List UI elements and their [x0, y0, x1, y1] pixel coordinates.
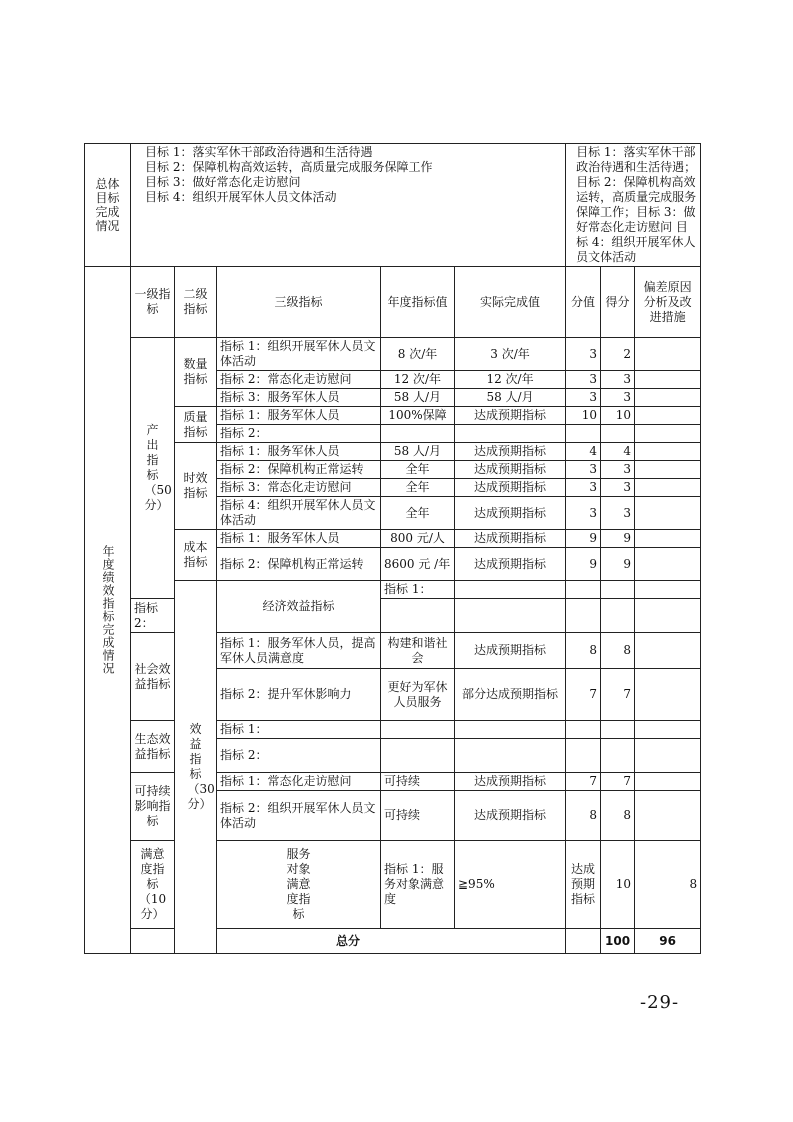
header-actual: 实际完成值	[455, 267, 566, 338]
economic-label: 经济效益指标	[217, 581, 381, 633]
c2-actual: 达成预期指标	[455, 548, 566, 581]
t3-score: 3	[566, 479, 601, 497]
c2-target: 8600 元 /年	[381, 548, 455, 581]
performance-table	[84, 143, 701, 954]
s2-actual: 部分达成预期指标	[455, 669, 566, 721]
total-label: 总分	[131, 929, 566, 954]
su2-deviation	[635, 791, 701, 841]
t1-actual: 达成预期指标	[455, 443, 566, 461]
page-number: -29-	[640, 992, 680, 1013]
t3-target: 全年	[381, 479, 455, 497]
s1-name: 指标 1：服务军休人员，提高军休人员满意度	[217, 633, 381, 669]
q1-got: 2	[601, 338, 635, 371]
q1-score: 3	[566, 338, 601, 371]
total-got: 96	[635, 929, 701, 954]
su2-got: 8	[601, 791, 635, 841]
su1-target: 可持续	[381, 773, 455, 791]
sa1-target: ≧95%	[455, 841, 566, 929]
t4-got: 3	[601, 497, 635, 530]
q2-target: 12 次/年	[381, 371, 455, 389]
s2-deviation	[635, 669, 701, 721]
su2-score: 8	[566, 791, 601, 841]
ql1-deviation	[635, 407, 701, 425]
ql1-name: 指标 1：服务军休人员	[217, 407, 381, 425]
overall-label: 总体目标完成情况	[85, 144, 131, 267]
ql2-name: 指标 2：	[217, 425, 381, 443]
c2-deviation	[635, 548, 701, 581]
sa1-got: 8	[635, 841, 701, 929]
header-level3: 三级指标	[217, 267, 381, 338]
c1-target: 800 元/人	[381, 530, 455, 548]
su1-name: 指标 1：常态化走访慰问	[217, 773, 381, 791]
t3-name: 指标 3：常态化走访慰问	[217, 479, 381, 497]
goal-3: 目标 3：做好常态化走访慰问	[145, 175, 301, 189]
e2-name: 指标 2：	[131, 599, 175, 633]
goal-4: 目标 4：组织开展军休人员文体活动	[145, 190, 337, 204]
goal-2: 目标 2：保障机构高效运转，高质量完成服务保障工作	[145, 160, 433, 174]
t1-score: 4	[566, 443, 601, 461]
q2-name: 指标 2：常态化走访慰问	[217, 371, 381, 389]
t2-target: 全年	[381, 461, 455, 479]
c1-name: 指标 1：服务军休人员	[217, 530, 381, 548]
q1-name: 指标 1：组织开展军休人员文体活动	[217, 338, 381, 371]
t4-target: 全年	[381, 497, 455, 530]
su1-deviation	[635, 773, 701, 791]
c2-got: 9	[601, 548, 635, 581]
t4-name: 指标 4：组织开展军休人员文体活动	[217, 497, 381, 530]
s1-actual: 达成预期指标	[455, 633, 566, 669]
q3-score: 3	[566, 389, 601, 407]
benefit-label: 效益指标（30分）	[175, 581, 217, 954]
su2-name: 指标 2：组织开展军休人员文体活动	[217, 791, 381, 841]
s1-deviation	[635, 633, 701, 669]
t1-deviation	[635, 443, 701, 461]
q3-actual: 58 人/月	[455, 389, 566, 407]
s1-score: 8	[566, 633, 601, 669]
g2-name: 指标 2：	[217, 739, 381, 773]
t3-got: 3	[601, 479, 635, 497]
goal-1: 目标 1：落实军休干部政治待遇和生活待遇	[145, 145, 373, 159]
su1-actual: 达成预期指标	[455, 773, 566, 791]
q2-got: 3	[601, 371, 635, 389]
total-score: 100	[601, 929, 635, 954]
ql1-score: 10	[566, 407, 601, 425]
q1-actual: 3 次/年	[455, 338, 566, 371]
su2-target: 可持续	[381, 791, 455, 841]
s1-target: 构建和谐社会	[381, 633, 455, 669]
t2-got: 3	[601, 461, 635, 479]
q3-name: 指标 3：服务军休人员	[217, 389, 381, 407]
sa1-score: 10	[601, 841, 635, 929]
ql1-got: 10	[601, 407, 635, 425]
header-level1: 一级指标	[131, 267, 175, 338]
t1-name: 指标 1：服务军休人员	[217, 443, 381, 461]
t2-name: 指标 2：保障机构正常运转	[217, 461, 381, 479]
social-label: 社会效益指标	[131, 633, 175, 721]
t2-deviation	[635, 461, 701, 479]
q1-target: 8 次/年	[381, 338, 455, 371]
t3-actual: 达成预期指标	[455, 479, 566, 497]
c1-score: 9	[566, 530, 601, 548]
eco-label: 生态效益指标	[131, 721, 175, 773]
q2-deviation	[635, 371, 701, 389]
section-label: 年度绩效指标完成情况	[85, 267, 131, 954]
overall-goals-left	[131, 144, 566, 267]
t1-target: 58 人/月	[381, 443, 455, 461]
time-label: 时效指标	[175, 443, 217, 530]
overall-goals-right: 目标 1：落实军休干部政治待遇和生活待遇；目标 2：保障机构高效运转，高质量完成服务保障工作；目标 3：做好常态化走访慰问 目标 4：组织开展军休人员文体活动	[566, 144, 701, 267]
q2-score: 3	[566, 371, 601, 389]
g1-name: 指标 1：	[217, 721, 381, 739]
sa1-name: 指标 1：服务对象满意度	[381, 841, 455, 929]
c2-name: 指标 2：保障机构正常运转	[217, 548, 381, 581]
q2-actual: 12 次/年	[455, 371, 566, 389]
sa1-actual: 达成预期指标	[566, 841, 601, 929]
s1-got: 8	[601, 633, 635, 669]
ql1-target: 100%保障	[381, 407, 455, 425]
su1-got: 7	[601, 773, 635, 791]
sustain-label: 可持续影响指标	[131, 773, 175, 841]
output-label: 产出指标（50分）	[131, 338, 175, 599]
t4-score: 3	[566, 497, 601, 530]
q3-got: 3	[601, 389, 635, 407]
t2-score: 3	[566, 461, 601, 479]
s2-name: 指标 2：提升军休影响力	[217, 669, 381, 721]
service-label: 服务对象满意度指标	[217, 841, 381, 929]
s2-got: 7	[601, 669, 635, 721]
c2-score: 9	[566, 548, 601, 581]
c1-got: 9	[601, 530, 635, 548]
header-deviation: 偏差原因分析及改进措施	[635, 267, 701, 338]
t4-actual: 达成预期指标	[455, 497, 566, 530]
c1-deviation	[635, 530, 701, 548]
c1-actual: 达成预期指标	[455, 530, 566, 548]
t2-actual: 达成预期指标	[455, 461, 566, 479]
e1-name: 指标 1：	[381, 581, 455, 599]
q3-deviation	[635, 389, 701, 407]
cost-label: 成本指标	[175, 530, 217, 581]
su1-score: 7	[566, 773, 601, 791]
t3-deviation	[635, 479, 701, 497]
header-got: 得分	[601, 267, 635, 338]
su2-actual: 达成预期指标	[455, 791, 566, 841]
header-level2: 二级指标	[175, 267, 217, 338]
q1-deviation	[635, 338, 701, 371]
header-score: 分值	[566, 267, 601, 338]
s2-score: 7	[566, 669, 601, 721]
quantity-label: 数量指标	[175, 338, 217, 407]
header-annual-target: 年度指标值	[381, 267, 455, 338]
ql1-actual: 达成预期指标	[455, 407, 566, 425]
q3-target: 58 人/月	[381, 389, 455, 407]
satisfaction-label: 满意度指标（10分）	[131, 841, 175, 929]
s2-target: 更好为军休人员服务	[381, 669, 455, 721]
t4-deviation	[635, 497, 701, 530]
quality-label: 质量指标	[175, 407, 217, 443]
t1-got: 4	[601, 443, 635, 461]
